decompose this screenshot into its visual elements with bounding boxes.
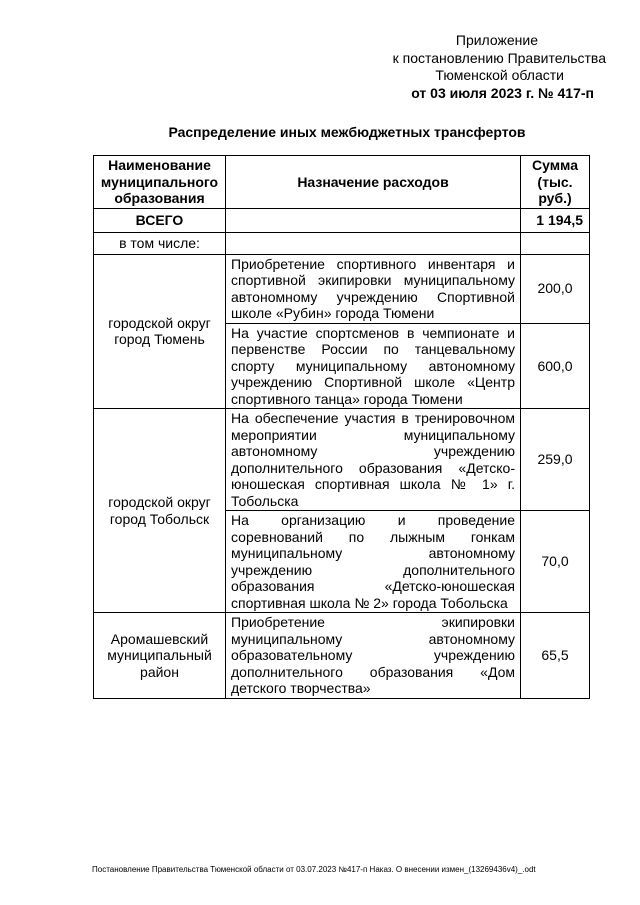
table-row <box>94 613 590 699</box>
purpose-cell: На организацию и проведение соревнований по лыжным гонкам муниципальному автономному учреждению дополнительного образования «Детско-юношеская спортивная школа № 2» города Тобольска <box>226 511 521 613</box>
municipality-tobolsk: городской округ город Тобольск <box>94 409 226 613</box>
purpose-cell: Приобретение спортивного инвентаря и спортивной экипировки муниципальному автономному учреждению Спортивной школе «Рубин» города Тюмени <box>226 254 521 323</box>
appendix-region: Тюменской области <box>435 67 564 83</box>
purpose-cell: Приобретение экипировки муниципальному автономному образовательному учреждению дополнительного образования «Дом детского творчества» <box>226 613 521 699</box>
including-sum-empty <box>521 232 590 254</box>
sum-cell: 70,0 <box>521 511 590 613</box>
column-header-sum: Сумма (тыс. руб.) <box>521 156 590 209</box>
document-footer: Постановление Правительства Тюменской области от 03.07.2023 №417-п Наказ. О внесении измен_(13269436v4)_.odt <box>92 865 536 874</box>
transfers-table <box>93 155 590 699</box>
table-row-including <box>94 232 590 254</box>
purpose-cell: На обеспечение участия в тренировочном мероприятии муниципальному автономному учреждению дополнительного образования «Детско-юношеская спортивная школа № 1» г. Тобольска <box>226 409 521 511</box>
column-header-purpose: Назначение расходов <box>226 156 521 209</box>
purpose-cell: На участие спортсменов в чемпионате и первенстве России по танцевальному спорту муниципальному автономному учреждению Спортивной школе «Центр спортивного танца» города Тюмени <box>226 323 521 409</box>
sum-cell: 200,0 <box>521 254 590 323</box>
appendix-label: Приложение <box>455 32 538 48</box>
sum-cell: 259,0 <box>521 409 590 511</box>
table-title: Распределение иных межбюджетных трансфертов <box>168 124 526 140</box>
total-purpose <box>226 208 521 232</box>
total-label: ВСЕГО <box>94 208 226 232</box>
including-purpose-empty <box>226 232 521 254</box>
sum-cell: 65,5 <box>521 613 590 699</box>
sum-cell: 600,0 <box>521 323 590 409</box>
table-row <box>94 409 590 511</box>
appendix-date-number: от 03 июля 2023 г. № 417-п <box>411 84 594 101</box>
column-header-municipality: Наименование муниципального образования <box>94 156 226 209</box>
table-row-total <box>94 208 590 232</box>
total-sum: 1 194,5 <box>521 208 590 232</box>
municipality-tyumen: городской округ город Тюмень <box>94 254 226 409</box>
including-label: в том числе: <box>94 232 226 254</box>
table-header-row <box>94 156 590 209</box>
appendix-decree: к постановлению Правительства <box>392 49 606 66</box>
table-row <box>94 254 590 323</box>
municipality-aromashevo: Аромашевский муниципальный район <box>94 613 226 699</box>
appendix-header <box>306 32 606 102</box>
